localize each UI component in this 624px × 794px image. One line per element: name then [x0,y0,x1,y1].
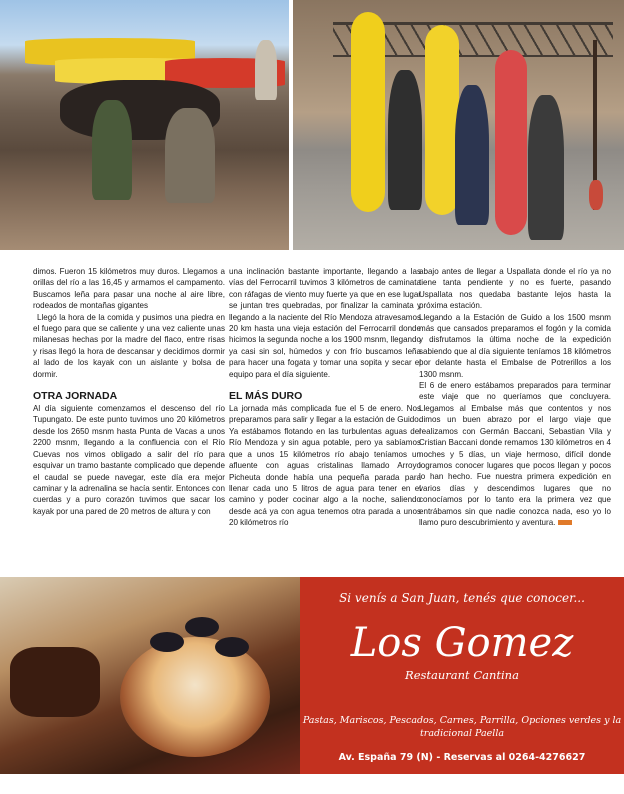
yellow-kayak [425,25,459,215]
mussel-shell [150,632,184,652]
person [388,70,422,210]
paragraph [419,380,611,528]
restaurant-advertisement [0,577,624,774]
section-heading: EL MÁS DURO [229,390,303,403]
paddle-blade [589,180,603,210]
paragraph: abajo antes de llegar a Uspallata donde el río ya no tiene tanta pendiente y no es fuerte, pasando Uspallata nos quedaba bastante lejos hasta la próxima estación. [419,267,611,311]
mussel-shell [185,617,219,637]
photo-kayakers-with-mules [0,0,289,250]
paragraph: Al día siguiente comenzamos el descenso del río Tupungato. De este punto tuvimos uno 20 kilómetros desde los 2650 msnm hasta Punta de Vacas a unos 2200 msnm, llegando a la confluencia con el Río Cuevas nos vimos obligado a salir del río para esquivar un tramo bastante complicado que depende el caudal se puede navegar, este día era mejor caminar y la adrenalina se hacía sentir. Entonces con cuerdas y a puro corazón tuvimos que sacar los kayak por una pared de 20 metros de altura y con [33,404,225,516]
restaurant-subtitle: Restaurant Cantina [405,668,519,682]
person [528,95,564,240]
paragraph: Llegó la hora de la comida y pusimos una piedra en el fuego para que se caliente y una vez caliente unas milanesas hechas por la madre del flaco, entre risas y risas llegó la hora de descansar y decidimos dormir al lado de los kayak con un aislante y bolsa de dormir. [33,312,225,379]
person [255,40,277,100]
red-kayak [495,50,527,235]
seafood-bowl [120,637,270,757]
article-column-3 [419,266,611,528]
paragraph-text: El 6 de enero estábamos preparados para terminar este viaje que no queríamos que concluyera. Llegamos al Embalse más que contentos y nos dimos un buen abrazo por el largo viaje que realizamos con Germán Baccani, Sebastian Vila y Cristian Baccani donde remamos 130 kilómetros en 4 noches y 5 días, un viaje hermoso, difícil donde logramos conocer lugares que pocos llegan y pocos lo han hecho. Fue nuestra primera expedición en varios días y descendimos lugares que no conocíamos por lo tanto era la primera vez que entrábamos sin que nadie conozca nada, eso yo lo llamo puro descubrimiento y aventura. [419,381,611,527]
photo-kayakers-under-bridge [293,0,624,250]
article-column-1 [33,266,225,517]
mussel-shell [215,637,249,657]
food-photo [0,577,330,774]
menu-offerings: Pastas, Mariscos, Pescados, Carnes, Parrilla, Opciones verdes y la tradicional Paella [302,715,622,739]
meat-dish [10,647,100,717]
person [92,100,132,200]
paragraph: Llegando a la Estación de Guido a los 1500 msnm más que cansados preparamos el fogón y la comida y disfrutamos la última noche de la expedición sabiendo que al día siguiente teníamos 18 kilómetros por delante hasta el Embalse de Potrerillos a los 1300 msnm. [419,312,611,379]
paragraph: dimos. Fueron 15 kilómetros muy duros. Llegamos a orillas del río a las 16,45 y armamos el campamento. Buscamos leña para pasar una noche al aire libre, rodeados de montañas gigantes [33,267,225,311]
yellow-kayak [351,12,385,212]
end-of-article-mark [558,520,572,525]
ad-tagline: Si venís a San Juan, tenés que conocer... [339,591,585,605]
section-heading: OTRA JORNADA [33,390,118,403]
paragraph: una inclinación bastante importante, llegando a las vías del Ferrocarril tuvimos 3 kilómetros de caminata con ráfagas de viento muy fuerte ya que en ese lugar se juntan tres quebradas, por finalizar la caminata y llegando a la naciente del Río Mendoza atravesamos 20 km hasta una vieja estación del Ferrocarril donde hicimos la segunda noche a los 1900 msnm, llegando ya casi sin sol, húmedos y con frío buscamos leña para hacer una fogata y tomar una sopita y secar el equipo para el día siguiente. [229,267,421,379]
person [165,108,215,203]
paragraph: La jornada más complicada fue el 5 de enero. Nos preparamos para salir y llegar a la estación de Guido. Ya estábamos flotando en las turbulentas aguas del Río Mendoza y sin agua potable, pero ya sabíamos que a unos 15 kilómetros río abajo teníamos un afluente con aguas cristalinas llamado Arroyo Picheuta donde había una pequeña parada para llenar cada uno 5 litros de agua para tener en el camino y poder cocinar algo a la noche, saliendo desde acá ya con agua tenemos otra parada a unos 20 kilómetros río [229,404,421,528]
address-and-phone: Av. España 79 (N) - Reservas al 0264-4276627 [338,752,586,763]
ad-text-panel [300,577,624,774]
person [455,85,489,225]
article-column-2 [229,266,421,529]
restaurant-logo: Los Gomez [350,620,574,666]
